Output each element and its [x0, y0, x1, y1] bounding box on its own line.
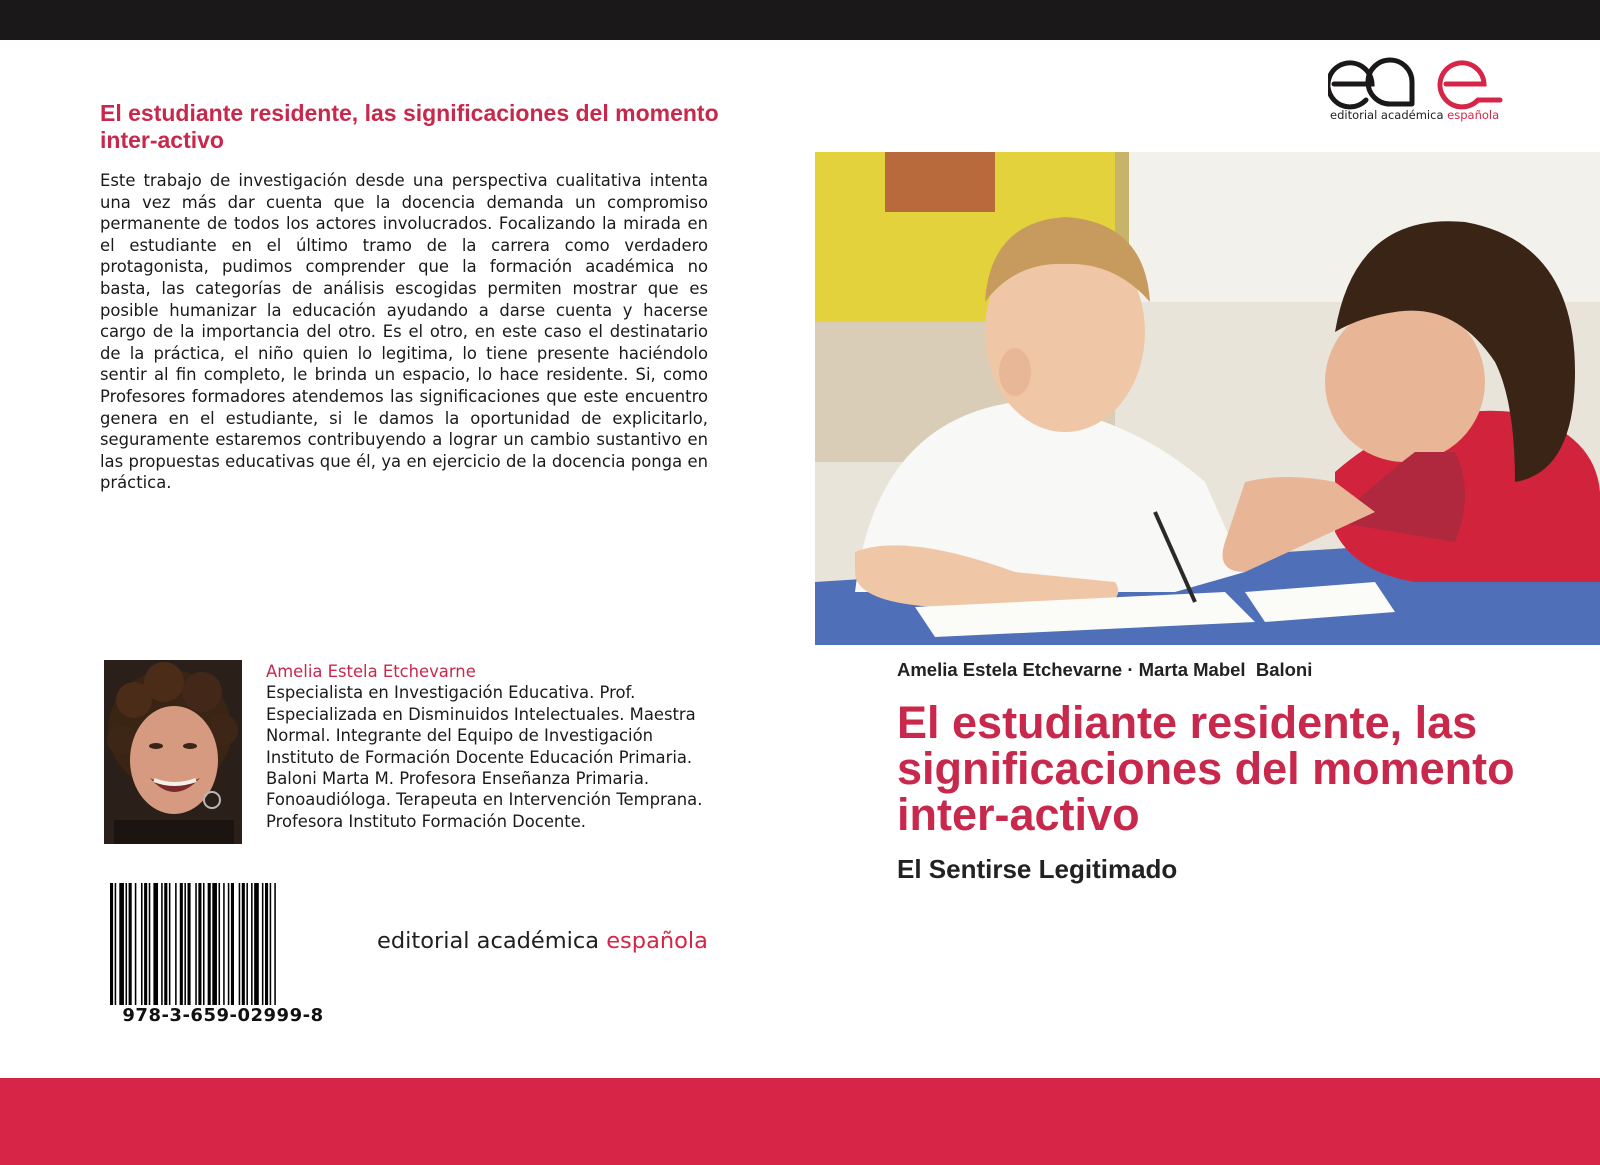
isbn-barcode	[110, 883, 336, 1005]
barcode-bar	[115, 883, 117, 1005]
logo-caption-main: editorial académica	[1330, 108, 1448, 122]
barcode-bar	[135, 883, 137, 1005]
barcode-bar	[141, 883, 143, 1005]
barcode-bar	[119, 883, 124, 1005]
barcode-bar	[231, 883, 234, 1005]
isbn-number: 978-3-659-02999-8	[122, 1005, 324, 1026]
barcode-bar	[180, 883, 183, 1005]
front-authors: Amelia Estela Etchevarne · Marta Mabel Baloni	[897, 659, 1313, 680]
barcode-bar	[198, 883, 201, 1005]
barcode-bar	[212, 883, 217, 1005]
barcode-bar	[239, 883, 241, 1005]
author-bio	[266, 661, 726, 832]
author-bio-name: Amelia Estela Etchevarne	[266, 662, 476, 681]
barcode-bar	[161, 883, 163, 1005]
barcode-bar	[219, 883, 221, 1005]
barcode-bar	[195, 883, 197, 1005]
back-cover-blurb: Este trabajo de investigación desde una perspectiva cualitativa intenta una vez más dar cuenta que la docencia demanda un compromiso permanente de todos los actores involucrados. Focalizando la mirada en el estudiante en el último tramo de la carrera como verdadero protagonista, pudimos comprender que la formación académica no basta, las categorías de análisis escogidas permiten mostrar que es posible humanizar la educación ayudando a darse cuenta y hacerse cargo de la importancia del otro. Es el otro, en este caso el destinatario de la práctica, el niño quien lo legitima, lo tiene presente haciéndolo sentir al fin completo, le brinda un espacio, lo hace residente. Si, como Profesores formadores atendemos las significaciones que este encuentro genera en el estudiante, si le damos la oportunidad de explicitarlo, seguramente estaremos contribuyendo a lograr un cambio sustantivo en las propuestas educativas que él, ya en ejercicio de la docencia ponga en práctica.	[100, 171, 708, 493]
barcode-bar	[126, 883, 128, 1005]
barcode-bar	[188, 883, 191, 1005]
barcode-bar	[265, 883, 268, 1005]
barcode-bar	[274, 883, 276, 1005]
barcode-bar	[246, 883, 248, 1005]
top-band	[0, 0, 1600, 40]
barcode-bar	[251, 883, 253, 1005]
author-photo	[104, 660, 242, 844]
publisher-imprint-main: editorial académica	[377, 928, 607, 954]
barcode-bar	[242, 883, 245, 1005]
bottom-band	[0, 1078, 1600, 1165]
barcode-bar	[270, 883, 272, 1005]
barcode-bar	[110, 883, 113, 1005]
barcode-bar	[223, 883, 225, 1005]
barcode-bar	[144, 883, 147, 1005]
barcode-bar	[169, 883, 171, 1005]
barcode-bar	[208, 883, 211, 1005]
front-subtitle: El Sentirse Legitimado	[897, 854, 1178, 884]
barcode-bar	[262, 883, 264, 1005]
barcode-bar	[254, 883, 259, 1005]
cover-photo	[815, 152, 1600, 645]
barcode-bar	[228, 883, 230, 1005]
publisher-imprint-accent: española	[606, 928, 708, 954]
barcode-bar	[129, 883, 132, 1005]
barcode-bar	[175, 883, 177, 1005]
back-cover-title: El estudiante residente, las significaciones del momento inter-activo	[100, 100, 719, 153]
barcode-bar	[184, 883, 186, 1005]
barcode-bar	[164, 883, 167, 1005]
barcode-bar	[203, 883, 205, 1005]
logo-caption	[1330, 108, 1499, 122]
front-cover-title: El estudiante residente, las significaciones del momento inter-activo	[897, 697, 1515, 840]
publisher-imprint	[377, 928, 708, 954]
barcode-bar	[153, 883, 158, 1005]
logo-caption-accent: española	[1447, 108, 1500, 122]
author-bio-text: Especialista en Investigación Educativa. Prof. Especializada en Disminuidos Intelectuales. Maestra Normal. Integrante del Equipo de Investigación Instituto de Formación Docente Educación Primaria. Baloni Marta M. Profesora Enseñanza Primaria. Fonoaudióloga. Terapeuta en Intervención Temprana. Profesora Instituto Formación Docente.	[266, 683, 703, 831]
barcode-bar	[149, 883, 151, 1005]
